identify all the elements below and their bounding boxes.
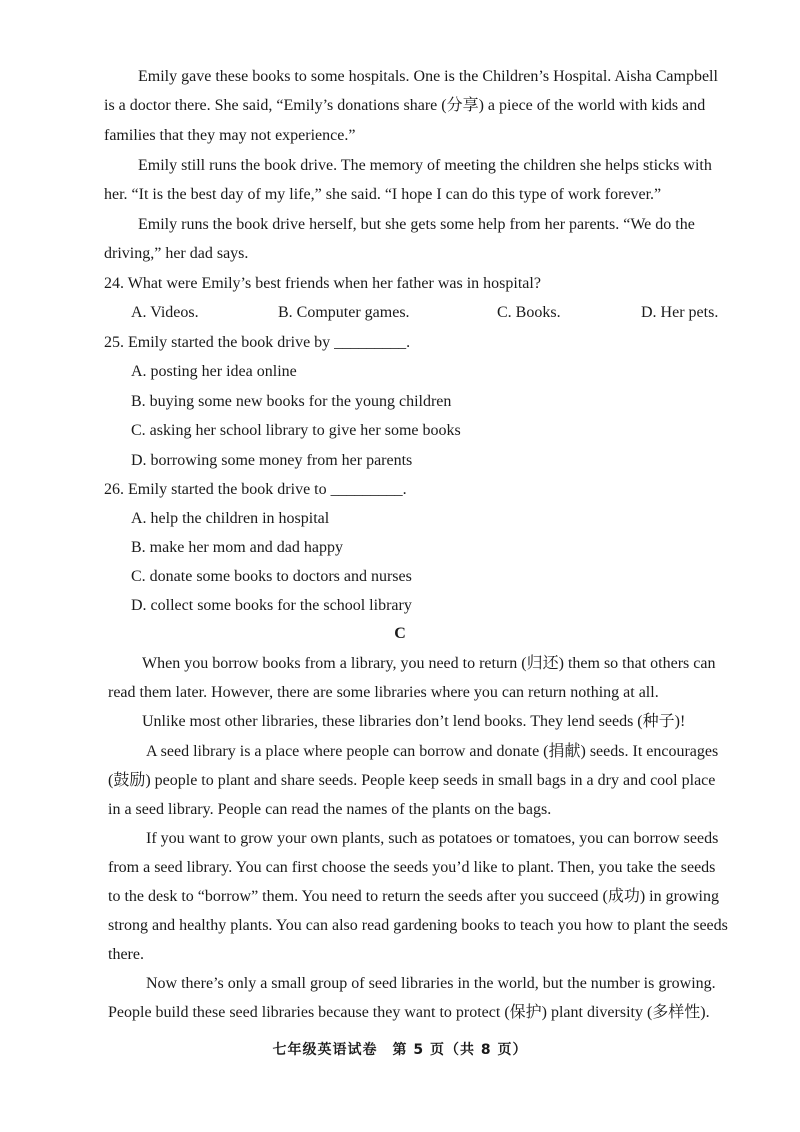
section-c-line-12: Now there’s only a small group of seed libraries in the world, but the number is growing.: [146, 975, 716, 992]
q26-option-b: B. make her mom and dad happy: [131, 539, 343, 556]
q24-option-d: D. Her pets.: [641, 304, 719, 321]
section-c-heading: C: [394, 625, 406, 642]
section-c-line-9: to the desk to “borrow” them. You need to return the seeds after you succeed (成功) in growing: [108, 888, 719, 905]
passage-b-line-5: her. “It is the best day of my life,” she said. “I hope I can do this type of work forever.”: [104, 186, 662, 203]
q25-option-c: C. asking her school library to give her some books: [131, 422, 461, 439]
q26-option-a: A. help the children in hospital: [131, 510, 330, 527]
q25-option-b: B. buying some new books for the young children: [131, 393, 452, 410]
page-footer: 七年级英语试卷 第 5 页（共 8 页）: [272, 1042, 528, 1058]
passage-b-line-3: families that they may not experience.”: [104, 127, 356, 144]
section-c-line-10: strong and healthy plants. You can also read gardening books to teach you how to plant the seeds: [108, 917, 728, 934]
section-c-line-11: there.: [108, 946, 144, 963]
q24-option-c: C. Books.: [497, 304, 561, 321]
section-c-line-5: (鼓励) people to plant and share seeds. People keep seeds in small bags in a dry and cool place: [108, 772, 716, 789]
section-c-line-13: People build these seed libraries because they want to protect (保护) plant diversity (多样性).: [108, 1004, 710, 1021]
passage-b-line-6: Emily runs the book drive herself, but she gets some help from her parents. “We do the: [138, 216, 695, 233]
question-25-stem: 25. Emily started the book drive by _________.: [104, 334, 411, 351]
q25-option-d: D. borrowing some money from her parents: [131, 452, 413, 469]
section-c-line-1: When you borrow books from a library, you need to return (归还) them so that others can: [142, 655, 716, 672]
question-24-stem: 24. What were Emily’s best friends when her father was in hospital?: [104, 275, 541, 292]
question-24-options: [0, 303, 800, 323]
q26-option-c: C. donate some books to doctors and nurses: [131, 568, 412, 585]
q25-option-a: A. posting her idea online: [131, 363, 297, 380]
passage-b-line-7: driving,” her dad says.: [104, 245, 249, 262]
section-c-line-4: A seed library is a place where people can borrow and donate (捐献) seeds. It encourages: [146, 743, 719, 760]
passage-b-line-1: Emily gave these books to some hospitals. One is the Children’s Hospital. Aisha Campbell: [138, 68, 718, 85]
q24-option-b: B. Computer games.: [278, 304, 410, 321]
section-c-line-7: If you want to grow your own plants, such as potatoes or tomatoes, you can borrow seeds: [146, 830, 719, 847]
section-c-line-2: read them later. However, there are some libraries where you can return nothing at all.: [108, 684, 659, 701]
question-26-stem: 26. Emily started the book drive to _________.: [104, 481, 407, 498]
section-c-line-3: Unlike most other libraries, these libraries don’t lend books. They lend seeds (种子)!: [142, 713, 686, 730]
section-c-line-6: in a seed library. People can read the names of the plants on the bags.: [108, 801, 552, 818]
q26-option-d: D. collect some books for the school library: [131, 597, 412, 614]
passage-b-line-2: is a doctor there. She said, “Emily’s donations share (分享) a piece of the world with kids and: [104, 97, 706, 114]
section-c-line-8: from a seed library. You can first choose the seeds you’d like to plant. Then, you take the seeds: [108, 859, 716, 876]
q24-option-a: A. Videos.: [131, 304, 199, 321]
passage-b-line-4: Emily still runs the book drive. The memory of meeting the children she helps sticks with: [138, 157, 712, 174]
